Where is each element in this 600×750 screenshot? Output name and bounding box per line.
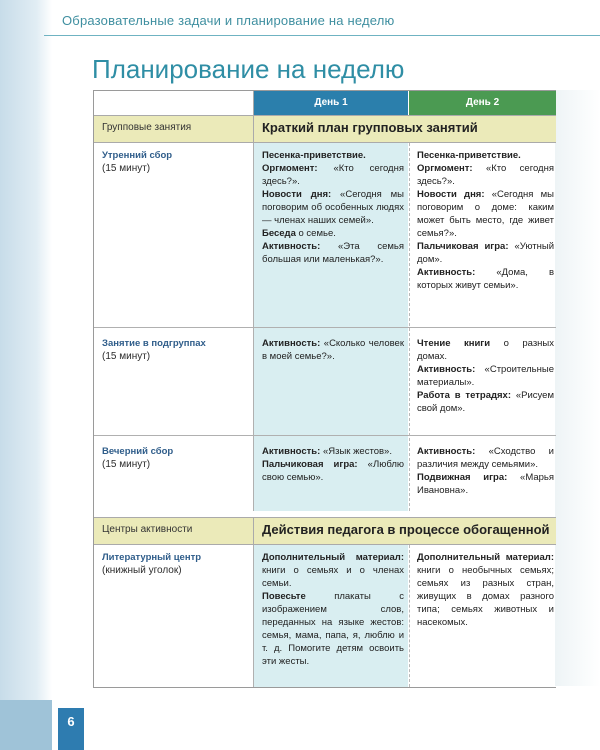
column-divider-dashed: [409, 545, 410, 687]
cell-term: Работа в тетрадях:: [417, 390, 511, 401]
section-divider: [253, 116, 254, 142]
cell-text: «Строительные материалы».: [417, 364, 554, 388]
column-header-day2: День 2: [409, 91, 556, 116]
cell-term: Беседа: [262, 228, 296, 239]
cell-term: Активность:: [417, 364, 476, 375]
cell-text: о семье.: [295, 228, 336, 239]
row-divider: [94, 435, 556, 436]
header-rule: [44, 35, 600, 36]
row-label-morning: [102, 149, 172, 175]
row-duration: (15 минут): [102, 163, 151, 174]
cell-term: Песенка-приветствие.: [262, 150, 366, 161]
row-duration: (15 минут): [102, 351, 151, 362]
page-number: 6: [58, 708, 84, 750]
cell-morning-day2: [417, 149, 554, 292]
section-title: Краткий план групповых занятий: [262, 120, 478, 135]
cell-text: «Рисуем свой дом».: [417, 390, 554, 414]
section-label: Центры активности: [102, 524, 193, 535]
cell-text: «Сегодня мы поговорим об особенных людях — членах наших семей».: [262, 189, 404, 226]
cell-term: Активность:: [417, 446, 476, 457]
cell-text: «Люблю свою семью».: [262, 459, 405, 483]
cell-text: плакаты с изображением слов, переданных на языке жестов: семья, мама, папа, я, люблю и т. д. Помогите детям освоить эти жесты.: [262, 591, 404, 667]
cell-text: «Эта семья большая или маленькая?».: [262, 241, 404, 265]
section-row-activity-centers: [94, 517, 556, 545]
row-name: Занятие в подгруппах: [102, 338, 206, 349]
left-margin-strip-bottom: [0, 700, 52, 750]
row-divider: [94, 327, 556, 328]
cell-term: Активность:: [262, 338, 321, 349]
cell-subgroups-day2: [417, 337, 554, 415]
cell-term: Дополнительный материал:: [417, 552, 554, 563]
row-duration: (книжный уголок): [102, 565, 182, 576]
cell-text: «Сколько человек в моей семье?».: [262, 338, 404, 362]
cell-text: «Язык жестов».: [320, 446, 392, 457]
cell-term: Активность:: [262, 446, 321, 457]
cell-text: «Сходство и различия между семьями».: [417, 446, 554, 470]
cell-text: «Дома, в которых живут семьи».: [417, 267, 554, 291]
row-label-evening: [102, 445, 173, 471]
cell-text: «Кто сегодня здесь?».: [262, 163, 404, 187]
cell-term: Активность:: [262, 241, 321, 252]
cell-term: Оргмомент:: [417, 163, 473, 174]
weekly-plan-table: [93, 90, 556, 688]
row-name: Утренний сбор: [102, 150, 173, 161]
cell-term: Новости дня:: [417, 189, 485, 200]
cell-evening-day2: [417, 445, 554, 497]
cell-text: книги о необычных семьях; семьях из разных стран, живущих в домах разного типа; семьях животных и насекомых.: [417, 565, 554, 628]
page-edge-shadow: [555, 90, 600, 686]
column-header-day1: День 1: [254, 91, 408, 116]
cell-text: «Уютный дом».: [417, 241, 554, 265]
section-divider: [253, 518, 254, 544]
row-name: Вечерний сбор: [102, 446, 174, 457]
cell-term: Песенка-приветствие.: [417, 150, 521, 161]
page-title: Планирование на неделю: [92, 54, 405, 84]
cell-term: Чтение книги: [417, 338, 491, 349]
left-margin-strip: [0, 0, 52, 750]
cell-literature-day1: [262, 551, 404, 668]
cell-term: Оргмомент:: [262, 163, 318, 174]
section-title: Действия педагога в процессе обогащенной: [262, 522, 550, 537]
header-blank-cell: [94, 91, 254, 116]
cell-subgroups-day1: [262, 337, 404, 363]
cell-term: Пальчиковая игра:: [262, 459, 358, 470]
cell-text: «Марья Ивановна».: [417, 472, 554, 496]
column-divider: [253, 545, 254, 687]
cell-term: Повесьте: [262, 591, 306, 602]
section-row-group-activities: [94, 115, 556, 143]
cell-term: Активность:: [417, 267, 476, 278]
cell-morning-day1: [262, 149, 404, 266]
cell-term: Пальчиковая игра:: [417, 241, 509, 252]
cell-text: «Кто сегодня здесь?».: [417, 163, 554, 187]
section-label: Групповые занятия: [102, 122, 192, 133]
running-head: Образовательные задачи и планирование на неделю: [62, 13, 395, 28]
row-label-subgroups: [102, 337, 206, 363]
cell-term: Дополнительный материал:: [262, 552, 404, 563]
row-label-literature-center: [102, 551, 201, 577]
cell-text: книги о семьях и о членах семьи.: [262, 565, 404, 589]
cell-term: Подвижная игра:: [417, 472, 508, 483]
row-duration: (15 минут): [102, 459, 151, 470]
row-name: Литературный центр: [102, 552, 202, 563]
cell-evening-day1: [262, 445, 404, 484]
cell-text: о разных домах.: [417, 338, 554, 362]
cell-term: Новости дня:: [262, 189, 332, 200]
cell-text: «Сегодня мы поговорим о доме: каким может быть место, где живет семья?».: [417, 189, 554, 239]
cell-literature-day2: [417, 551, 554, 629]
